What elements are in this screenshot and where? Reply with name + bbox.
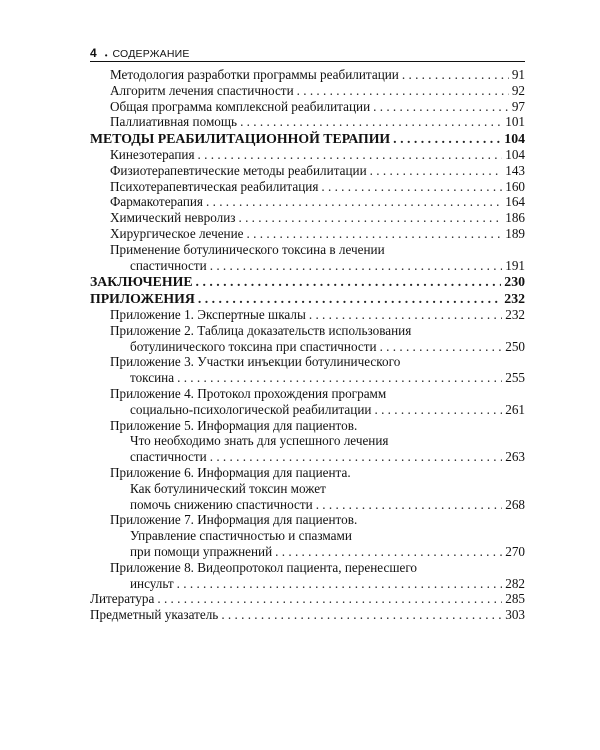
toc-entry-label: Предметный указатель [90, 607, 219, 623]
toc-entry-page: 285 [505, 591, 525, 607]
header-title: СОДЕРЖАНИЕ [112, 48, 190, 60]
toc-leader-dots [221, 607, 502, 623]
toc-leader-dots [321, 179, 502, 195]
toc-entry-line: Приложение 2. Таблица доказательств использования [110, 322, 412, 338]
toc-entry-label: инсульт [130, 575, 174, 591]
toc-leader-dots [374, 402, 502, 418]
toc-entry-label: Литература [90, 591, 155, 607]
toc-leader-dots [393, 131, 501, 147]
toc-entry-page: 143 [505, 162, 525, 178]
toc-entry-label: Фармакотерапия [110, 194, 204, 210]
toc-entry-page: 91 [511, 67, 525, 82]
toc-leader-dots [177, 370, 502, 386]
toc-entry-page: 92 [511, 82, 525, 98]
toc-entry-line: Приложение 6. Информация для пациента. [110, 464, 351, 480]
toc-entry-label: Приложение 1. Экспертные шкалы [110, 306, 306, 322]
toc-entry-page: 282 [505, 575, 525, 591]
toc-entry [90, 83, 525, 99]
toc-entry-label: помочь снижению спастичности [130, 496, 313, 512]
toc-leader-dots [240, 114, 502, 130]
toc-section-label: ЗАКЛЮЧЕНИЕ [90, 274, 193, 290]
toc-entry-line: Приложение 5. Информация для пациентов. [110, 417, 358, 433]
toc-entry [90, 163, 525, 179]
toc-leader-dots [380, 339, 503, 355]
toc-entry-line: Применение ботулинического токсина в лечении [110, 241, 385, 257]
toc-entry-page: 303 [505, 607, 525, 623]
toc-entry [90, 147, 525, 163]
toc-entry-label: Кинезотерапия [110, 146, 195, 162]
toc-entry [90, 354, 525, 386]
toc-entry-page: 104 [505, 146, 525, 162]
toc-entry-page: 189 [505, 225, 525, 241]
toc-entry [90, 591, 525, 607]
toc-entry-label: Общая программа комплексной реабилитации [110, 98, 371, 114]
toc-entry [90, 307, 525, 323]
toc-entry-label: спастичности [130, 257, 207, 273]
toc-entry-page: 263 [505, 449, 525, 465]
toc-entry [90, 210, 525, 226]
toc-entry [90, 99, 525, 115]
toc-entry-page: 164 [505, 194, 525, 210]
toc-entry-page: 270 [505, 543, 525, 559]
toc-entry-label: при помощи упражнений [130, 543, 273, 559]
toc-entry-line: Управление спастичностью и спазмами [130, 528, 352, 544]
toc-leader-dots [157, 591, 502, 607]
table-of-contents [90, 67, 525, 623]
toc-entry-line: Что необходимо знать для успешного лечения [130, 433, 389, 449]
toc-entry-page: 186 [505, 210, 525, 226]
toc-section [90, 274, 525, 290]
toc-entry-page: 255 [505, 370, 525, 386]
toc-entry [90, 512, 525, 559]
toc-leader-dots [177, 576, 503, 592]
toc-entry [90, 242, 525, 274]
toc-entry [90, 226, 525, 242]
toc-entry [90, 386, 525, 418]
toc-entry [90, 194, 525, 210]
toc-entry-page: 191 [505, 257, 525, 273]
toc-section-label: МЕТОДЫ РЕАБИЛИТАЦИОННОЙ ТЕРАПИИ [90, 131, 391, 147]
toc-entry-label: Хирургическое лечение [110, 225, 244, 241]
toc-entry-label: спастичности [130, 449, 207, 465]
toc-leader-dots [370, 163, 503, 179]
toc-entry-label: ботулинического токсина при спастичности [130, 338, 377, 354]
toc-leader-dots [316, 497, 503, 513]
toc-section-page: 232 [504, 291, 525, 307]
toc-leader-dots [247, 226, 503, 242]
toc-entry [90, 465, 525, 512]
toc-leader-dots [275, 544, 502, 560]
toc-section-page: 230 [504, 274, 525, 290]
toc-entry [90, 67, 525, 83]
toc-leader-dots [210, 449, 502, 465]
toc-entry-page: 250 [505, 338, 525, 354]
toc-entry-page: 261 [505, 401, 525, 417]
page-number: 4 [90, 46, 97, 60]
toc-entry-label: Методология разработки программы реабилитации [110, 67, 399, 82]
toc-entry [90, 560, 525, 592]
toc-entry [90, 179, 525, 195]
toc-leader-dots [210, 258, 502, 274]
toc-entry-line: Приложение 4. Протокол прохождения программ [110, 385, 387, 401]
toc-leader-dots [196, 274, 502, 290]
toc-entry-label: социально-психологической реабилитации [130, 401, 372, 417]
toc-entry-page: 232 [505, 306, 525, 322]
toc-entry-label: токсина [130, 370, 175, 386]
toc-leader-dots [309, 307, 502, 323]
toc-entry [90, 323, 525, 355]
toc-entry-label: Психотерапевтическая реабилитация [110, 178, 319, 194]
header-bullet: • [104, 51, 108, 60]
toc-leader-dots [238, 210, 502, 226]
toc-entry-label: Алгоритм лечения спастичности [110, 82, 294, 98]
toc-leader-dots [206, 194, 502, 210]
toc-entry-page: 97 [511, 98, 525, 114]
toc-section-page: 104 [504, 131, 525, 147]
toc-entry-page: 268 [505, 496, 525, 512]
toc-entry [90, 607, 525, 623]
toc-entry-page: 101 [505, 114, 525, 130]
toc-entry-line: Приложение 8. Видеопротокол пациента, перенесшего [110, 559, 418, 575]
toc-leader-dots [297, 83, 509, 99]
toc-entry [90, 114, 525, 130]
toc-section [90, 291, 525, 307]
running-header [90, 44, 525, 62]
toc-section [90, 131, 525, 147]
toc-entry-line: Приложение 7. Информация для пациентов. [110, 512, 358, 528]
toc-leader-dots [373, 99, 509, 115]
toc-entry [90, 418, 525, 465]
toc-entry-label: Химический невролиз [110, 210, 236, 226]
toc-entry-label: Физиотерапевтические методы реабилитации [110, 162, 367, 178]
toc-leader-dots [198, 291, 501, 307]
toc-leader-dots [198, 147, 503, 163]
toc-entry-line: Приложение 3. Участки инъекции ботулинического [110, 354, 401, 370]
toc-leader-dots [402, 67, 509, 83]
toc-entry-label: Паллиативная помощь [110, 114, 238, 130]
toc-section-label: ПРИЛОЖЕНИЯ [90, 291, 195, 307]
toc-entry-page: 160 [505, 178, 525, 194]
toc-entry-line: Как ботулинический токсин может [130, 480, 326, 496]
